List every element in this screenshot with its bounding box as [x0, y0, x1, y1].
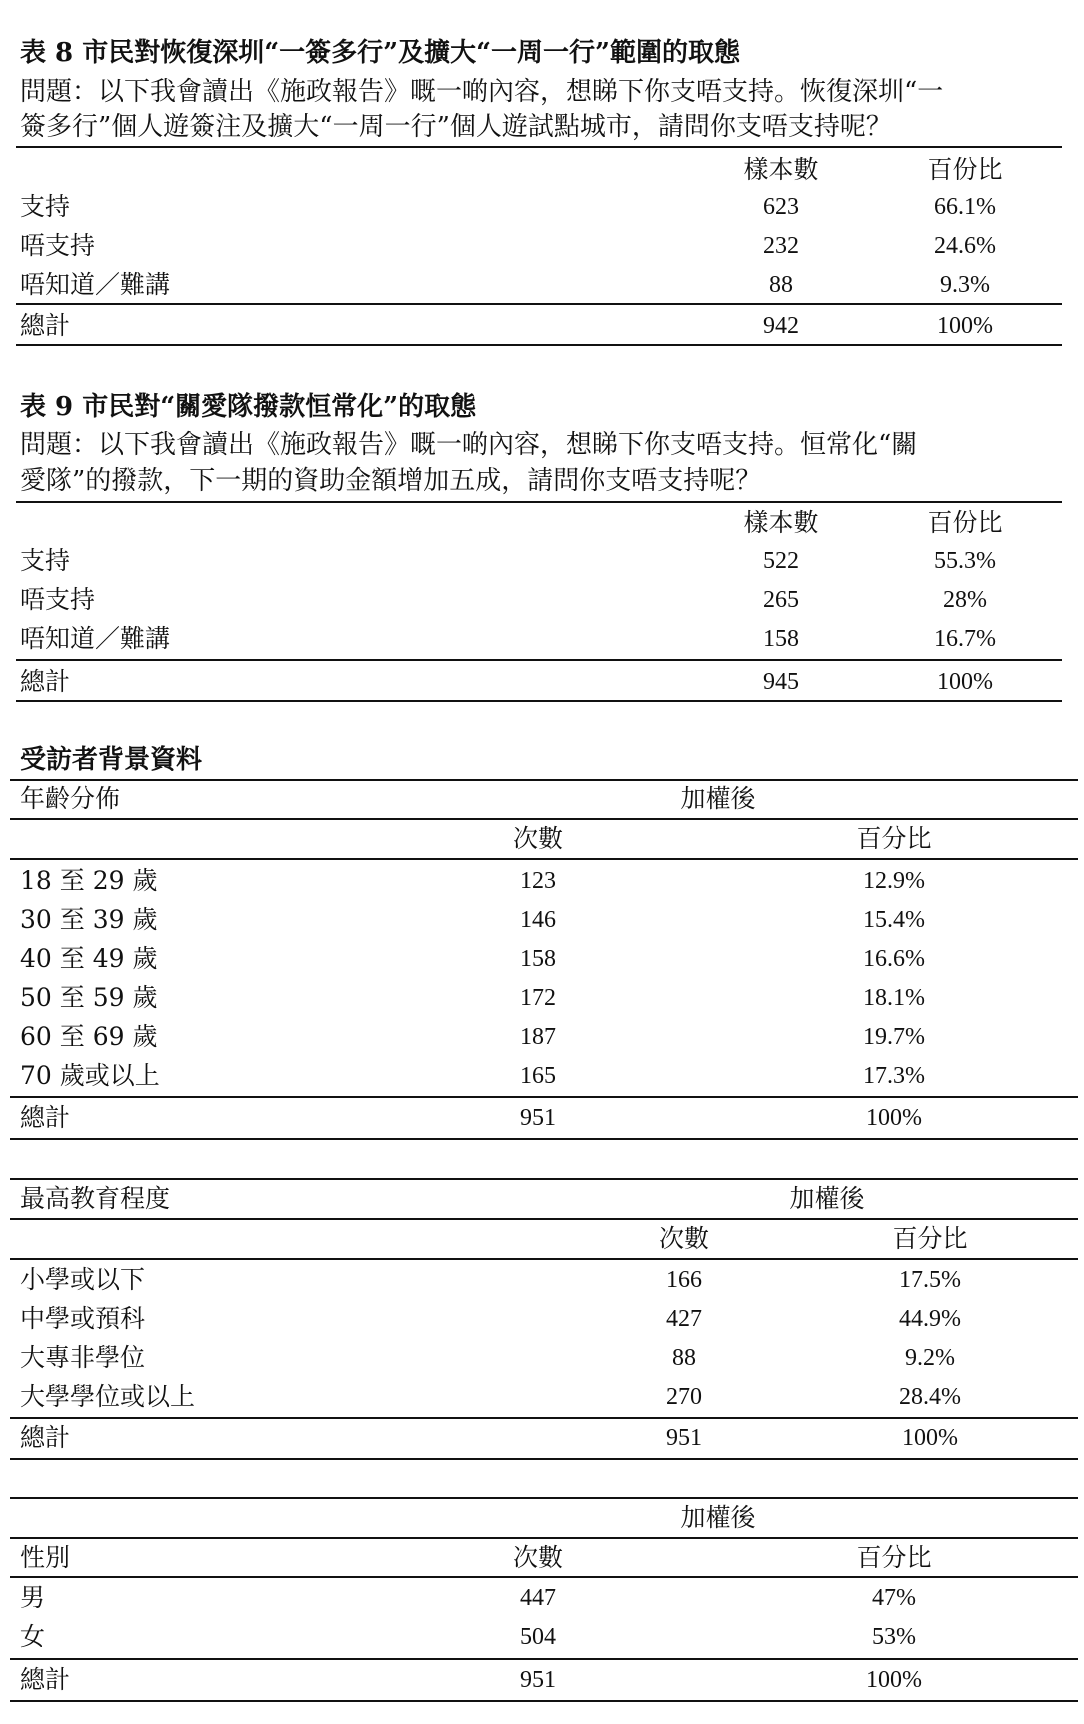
gender-row-percent: 53% [872, 1624, 916, 1650]
age-row-label: 18 至 29 歲 [20, 866, 158, 895]
table9-row-percent: 16.7% [934, 626, 996, 652]
gender-total-count: 951 [520, 1667, 556, 1693]
table9-title: 表 9 市民對“關愛隊撥款恒常化”的取態 [20, 392, 477, 422]
education-weighted-label: 加權後 [789, 1184, 865, 1213]
table9-top-rule [16, 501, 1062, 503]
education-row-percent: 9.2% [905, 1345, 955, 1371]
table8-question-line2: 簽多行”個人遊簽注及擴大“一周一行”個人遊試點城市，請問你支唔支持呢？ [20, 112, 892, 142]
table9-row-count: 522 [763, 548, 799, 574]
table9-question-line1: 問題：以下我會讀出《施政報告》嘅一啲內容，想睇下你支唔支持。恒常化“關 [20, 430, 918, 460]
gender-bottom-rule [10, 1700, 1078, 1702]
education-row-label: 大專非學位 [20, 1343, 146, 1372]
age-header-rule [10, 858, 1078, 860]
age-row-count: 123 [520, 868, 556, 894]
table9-row-percent: 55.3% [934, 548, 996, 574]
age-header-percent: 百分比 [856, 824, 932, 853]
table9-header-percent: 百份比 [927, 508, 1003, 537]
education-total-percent: 100% [902, 1425, 958, 1451]
table9-row-count: 265 [763, 587, 799, 613]
gender-section-label: 性別 [20, 1543, 71, 1572]
education-row-label: 大學學位或以上 [20, 1382, 196, 1411]
table9-row-label: 唔知道／難講 [20, 624, 171, 653]
gender-weighted-rule [10, 1537, 1078, 1539]
table9-total-count: 945 [763, 669, 799, 695]
education-header-rule [10, 1258, 1078, 1260]
education-row-label: 中學或預科 [20, 1304, 146, 1333]
age-row-count: 172 [520, 985, 556, 1011]
gender-row-percent: 47% [872, 1585, 916, 1611]
education-row-count: 166 [666, 1267, 702, 1293]
age-row-count: 187 [520, 1024, 556, 1050]
table8-title: 表 8 市民對恢復深圳“一簽多行”及擴大“一周一行”範圍的取態 [20, 38, 741, 68]
gender-weighted-label: 加權後 [680, 1503, 756, 1532]
age-row-percent: 12.9% [863, 868, 925, 894]
table8-row-percent: 24.6% [934, 233, 996, 259]
age-weighted-rule [10, 818, 1078, 820]
table9-bottom-rule [16, 700, 1062, 702]
table8-row-count: 232 [763, 233, 799, 259]
education-section-label: 最高教育程度 [20, 1184, 171, 1213]
table8-total-count: 942 [763, 313, 799, 339]
table9-total-rule [16, 659, 1062, 661]
table9-header-count: 樣本數 [743, 508, 819, 537]
age-row-label: 50 至 59 歲 [20, 983, 158, 1012]
age-row-count: 158 [520, 946, 556, 972]
education-row-percent: 17.5% [899, 1267, 961, 1293]
education-total-count: 951 [666, 1425, 702, 1451]
gender-top-rule [10, 1497, 1078, 1499]
age-header-count: 次數 [512, 824, 564, 853]
table9-row-label: 支持 [20, 546, 71, 575]
table8-header-count: 樣本數 [743, 155, 819, 184]
table9-row-percent: 28% [943, 587, 987, 613]
age-top-rule [10, 779, 1078, 781]
gender-header-percent: 百分比 [856, 1543, 932, 1572]
age-row-percent: 18.1% [863, 985, 925, 1011]
education-row-count: 270 [666, 1384, 702, 1410]
background-title: 受訪者背景資料 [20, 745, 203, 775]
table8-total-label: 總計 [20, 311, 71, 340]
table9-total-label: 總計 [20, 667, 71, 696]
age-row-percent: 19.7% [863, 1024, 925, 1050]
table9-row-label: 唔支持 [20, 585, 96, 614]
table8-row-count: 623 [763, 194, 799, 220]
gender-row-label: 男 [20, 1583, 46, 1612]
education-row-percent: 44.9% [899, 1306, 961, 1332]
age-bottom-rule [10, 1138, 1078, 1140]
gender-row-label: 女 [20, 1622, 46, 1651]
education-weighted-rule [10, 1218, 1078, 1220]
age-total-count: 951 [520, 1105, 556, 1131]
gender-header-count: 次數 [512, 1543, 564, 1572]
table8-row-label: 唔知道／難講 [20, 270, 171, 299]
table8-total-rule [16, 303, 1062, 305]
education-top-rule [10, 1178, 1078, 1180]
education-header-count: 次數 [658, 1224, 710, 1253]
age-row-percent: 16.6% [863, 946, 925, 972]
gender-total-percent: 100% [866, 1667, 922, 1693]
gender-total-label: 總計 [20, 1665, 71, 1694]
table9-row-count: 158 [763, 626, 799, 652]
table8-row-percent: 9.3% [940, 272, 990, 298]
age-row-label: 70 歲或以上 [20, 1061, 160, 1090]
table8-header-percent: 百份比 [927, 155, 1003, 184]
age-row-percent: 17.3% [863, 1063, 925, 1089]
table8-row-label: 唔支持 [20, 231, 96, 260]
table9-total-percent: 100% [937, 669, 993, 695]
table8-row-label: 支持 [20, 192, 71, 221]
table9-question-line2: 愛隊”的撥款，下一期的資助金額增加五成，請問你支唔支持呢？ [20, 466, 762, 496]
table8-question-line1: 問題：以下我會讀出《施政報告》嘅一啲內容，想睇下你支唔支持。恢復深圳“一 [20, 77, 944, 107]
education-row-count: 427 [666, 1306, 702, 1332]
age-total-rule [10, 1096, 1078, 1098]
education-row-label: 小學或以下 [20, 1265, 146, 1294]
age-section-label: 年齡分佈 [20, 784, 121, 813]
education-row-count: 88 [672, 1345, 696, 1371]
age-row-label: 30 至 39 歲 [20, 905, 158, 934]
age-row-label: 60 至 69 歲 [20, 1022, 158, 1051]
education-total-rule [10, 1417, 1078, 1419]
gender-row-count: 447 [520, 1585, 556, 1611]
age-total-label: 總計 [20, 1103, 71, 1132]
education-header-percent: 百分比 [892, 1224, 968, 1253]
age-row-count: 146 [520, 907, 556, 933]
age-total-percent: 100% [866, 1105, 922, 1131]
age-weighted-label: 加權後 [680, 784, 756, 813]
gender-header-rule [10, 1576, 1078, 1578]
table8-row-percent: 66.1% [934, 194, 996, 220]
education-bottom-rule [10, 1458, 1078, 1460]
education-row-percent: 28.4% [899, 1384, 961, 1410]
age-row-label: 40 至 49 歲 [20, 944, 158, 973]
table8-row-count: 88 [769, 272, 793, 298]
gender-row-count: 504 [520, 1624, 556, 1650]
gender-total-rule [10, 1658, 1078, 1660]
age-row-percent: 15.4% [863, 907, 925, 933]
table8-top-rule [16, 146, 1062, 148]
table8-total-percent: 100% [937, 313, 993, 339]
age-row-count: 165 [520, 1063, 556, 1089]
education-total-label: 總計 [20, 1423, 71, 1452]
table8-bottom-rule [16, 344, 1062, 346]
